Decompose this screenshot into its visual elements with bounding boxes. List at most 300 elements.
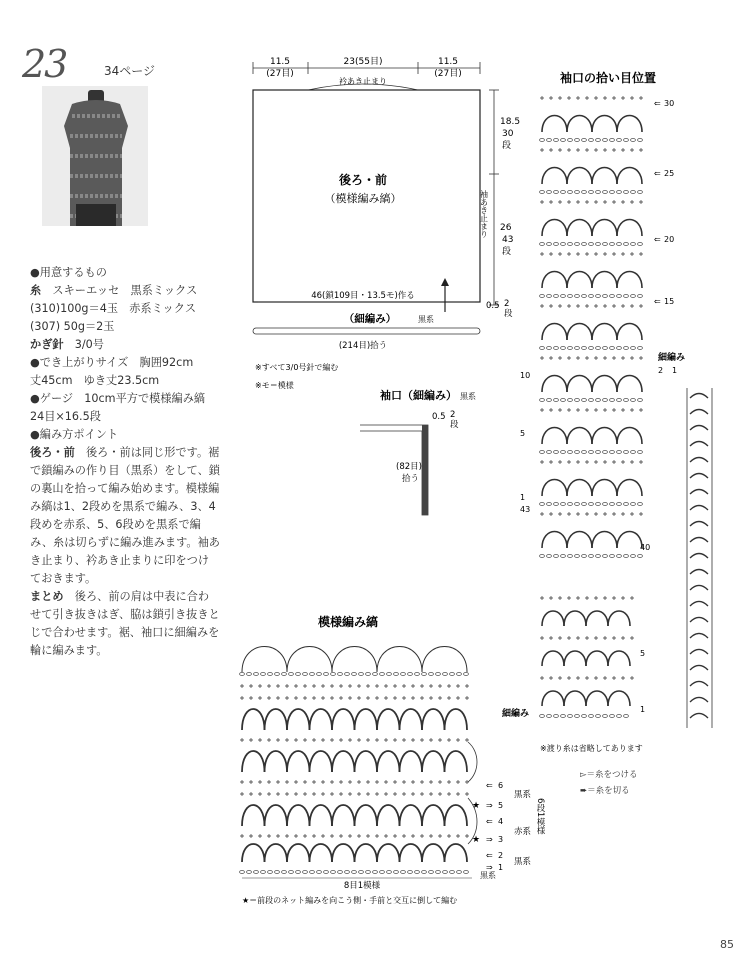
sc-stitch-mark bbox=[540, 200, 544, 204]
chain-stitch-mark bbox=[303, 871, 308, 874]
row-2: 2 bbox=[498, 851, 504, 860]
sc-stitch-mark bbox=[312, 780, 316, 784]
net-arch-mark bbox=[332, 647, 377, 673]
sc-stitch-mark bbox=[594, 408, 598, 412]
row-num-1: 1 bbox=[520, 493, 526, 502]
chain-stitch-mark bbox=[638, 347, 643, 350]
chain-stitch-mark bbox=[338, 871, 343, 874]
sc-stitch-mark bbox=[294, 834, 298, 838]
side-top-dim: 18.5 bbox=[500, 117, 521, 127]
sc-stitch-mark bbox=[438, 792, 442, 796]
sc-stitch-mark bbox=[294, 792, 298, 796]
net-arch-mark bbox=[422, 844, 445, 862]
sc-stitch-mark bbox=[621, 304, 625, 308]
chain-stitch-mark bbox=[617, 715, 622, 718]
sc-stitch-mark bbox=[411, 780, 415, 784]
sc-stitch-mark bbox=[411, 834, 415, 838]
cuff-sc-stitch bbox=[690, 714, 708, 719]
sc-stitch-mark bbox=[567, 304, 571, 308]
row-num-5b: 5 bbox=[640, 649, 646, 658]
chain-stitch-mark bbox=[568, 399, 573, 402]
chain-stitch-mark bbox=[547, 503, 552, 506]
sc-stitch-mark bbox=[393, 792, 397, 796]
sc-stitch-mark bbox=[558, 148, 562, 152]
cuff-pickup2: 拾う bbox=[402, 474, 420, 484]
chain-stitch-mark bbox=[247, 673, 252, 676]
sc-stitch-mark bbox=[630, 200, 634, 204]
sc-stitch-mark bbox=[384, 780, 388, 784]
chain-stitch-mark bbox=[589, 347, 594, 350]
sc-stitch-mark bbox=[312, 696, 316, 700]
sc-stitch-mark bbox=[249, 696, 253, 700]
cuff-sc-column bbox=[687, 388, 712, 728]
chain-stitch-mark bbox=[457, 871, 462, 874]
sc-stitch-mark bbox=[447, 834, 451, 838]
side-bottom-rows: 43 bbox=[502, 235, 514, 245]
net-arch-mark bbox=[542, 532, 567, 549]
sc-stitch-mark bbox=[630, 356, 634, 360]
sc-stitch-mark bbox=[240, 696, 244, 700]
sc-stitch-mark bbox=[576, 596, 580, 600]
chain-stitch-mark bbox=[247, 871, 252, 874]
net-arch-mark bbox=[592, 376, 617, 393]
sc-stitch-mark bbox=[393, 780, 397, 784]
chain-stitch-mark bbox=[638, 191, 643, 194]
chain-stitch-mark bbox=[631, 295, 636, 298]
row-num-1b: 1 bbox=[640, 705, 646, 714]
chain-stitch-mark bbox=[547, 139, 552, 142]
sc-stitch-mark bbox=[576, 408, 580, 412]
sc-stitch-mark bbox=[357, 738, 361, 742]
chain-stitch-mark bbox=[582, 555, 587, 558]
net-arch-mark bbox=[332, 844, 355, 862]
net-arch-mark bbox=[310, 805, 333, 826]
sc-stitch-mark bbox=[249, 792, 253, 796]
sc-stitch-mark bbox=[549, 252, 553, 256]
sc-stitch-mark bbox=[567, 512, 571, 516]
sc-stitch-mark bbox=[330, 738, 334, 742]
cuff-chart-note: ※渡り糸は省略してあります bbox=[540, 744, 643, 753]
sc-row-2: 2 bbox=[658, 366, 664, 375]
pattern-chart-title: 模様編み縞 bbox=[318, 615, 379, 629]
chain-stitch-mark bbox=[561, 715, 566, 718]
sc-stitch-mark bbox=[240, 834, 244, 838]
chain-stitch-mark bbox=[596, 347, 601, 350]
net-arch-mark bbox=[617, 376, 642, 393]
sc-stitch-mark bbox=[630, 252, 634, 256]
sc-stitch-mark bbox=[330, 684, 334, 688]
chain-stitch-mark bbox=[638, 295, 643, 298]
sc-stitch-mark bbox=[429, 792, 433, 796]
sc-stitch-mark bbox=[294, 684, 298, 688]
sc-stitch-mark bbox=[402, 780, 406, 784]
cuff-rows-unit: 段 bbox=[450, 420, 459, 430]
chain-stitch-mark bbox=[366, 673, 371, 676]
sc-stitch-mark bbox=[639, 460, 643, 464]
cuff-sc-stitch bbox=[690, 586, 708, 591]
sc-stitch-mark bbox=[603, 96, 607, 100]
net-arch-mark bbox=[564, 611, 586, 626]
sc-stitch-mark bbox=[447, 792, 451, 796]
sc-stitch-mark bbox=[594, 676, 598, 680]
net-arch-mark bbox=[310, 751, 333, 772]
sc-stitch-mark bbox=[567, 676, 571, 680]
sc-stitch-mark bbox=[465, 792, 469, 796]
cuff-sc-stitch bbox=[690, 682, 708, 687]
sc-stitch-mark bbox=[240, 780, 244, 784]
sc-stitch-mark bbox=[465, 684, 469, 688]
sc-stitch-mark bbox=[348, 792, 352, 796]
chain-stitch-mark bbox=[603, 139, 608, 142]
chain-stitch-mark bbox=[582, 715, 587, 718]
sc-stitch-mark bbox=[276, 696, 280, 700]
sc-stitch-mark bbox=[603, 408, 607, 412]
net-arch-mark bbox=[542, 376, 567, 393]
row-marker-6: ⇐ bbox=[486, 781, 493, 790]
sc-stitch-mark bbox=[630, 512, 634, 516]
chain-stitch-mark bbox=[568, 191, 573, 194]
sc-stitch-mark bbox=[612, 460, 616, 464]
net-arch-mark bbox=[287, 751, 310, 772]
sc-stitch-mark bbox=[585, 676, 589, 680]
sc-stitch-mark bbox=[429, 738, 433, 742]
sc-stitch-mark bbox=[321, 684, 325, 688]
chain-stitch-mark bbox=[540, 139, 545, 142]
sc-stitch-mark bbox=[429, 696, 433, 700]
sc-stitch-mark bbox=[612, 304, 616, 308]
sc-stitch-mark bbox=[312, 834, 316, 838]
sc-stitch-mark bbox=[276, 792, 280, 796]
sc-stitch-mark bbox=[330, 696, 334, 700]
repeat-width: 8目1模様 bbox=[343, 881, 381, 891]
chain-stitch-mark bbox=[303, 673, 308, 676]
top-right-sts: (27目) bbox=[434, 69, 462, 79]
net-arch-mark bbox=[592, 324, 617, 341]
net-arch-mark bbox=[287, 844, 310, 862]
net-arch-mark bbox=[617, 272, 642, 289]
cuff-color: 黒系 bbox=[460, 392, 476, 401]
chain-stitch-mark bbox=[603, 451, 608, 454]
sc-stitch-mark bbox=[312, 738, 316, 742]
sc-stitch-mark bbox=[249, 738, 253, 742]
sc-stitch-mark bbox=[558, 596, 562, 600]
chain-stitch-mark bbox=[345, 871, 350, 874]
net-arch-mark bbox=[445, 709, 468, 730]
net-arch-mark bbox=[265, 751, 288, 772]
sc-stitch-mark bbox=[621, 252, 625, 256]
net-arch-mark bbox=[377, 751, 400, 772]
sc-stitch-mark bbox=[612, 356, 616, 360]
net-arch-mark bbox=[542, 168, 567, 185]
body-sublabel: （模様編み縞） bbox=[324, 192, 402, 205]
sc-stitch-mark bbox=[420, 684, 424, 688]
chain-stitch-mark bbox=[589, 399, 594, 402]
chain-stitch-mark bbox=[638, 139, 643, 142]
sc-stitch-mark bbox=[558, 252, 562, 256]
sc-stitch-mark bbox=[639, 356, 643, 360]
chain-stitch-mark bbox=[547, 451, 552, 454]
sc-stitch-mark bbox=[465, 834, 469, 838]
chain-stitch-mark bbox=[596, 399, 601, 402]
sc-stitch-mark bbox=[267, 684, 271, 688]
sc-stitch-mark bbox=[603, 636, 607, 640]
net-arch-mark bbox=[332, 805, 355, 826]
net-arch-mark bbox=[400, 805, 423, 826]
chain-stitch-mark bbox=[575, 139, 580, 142]
chain-stitch-mark bbox=[582, 451, 587, 454]
svg-text:⇐: ⇐ bbox=[486, 817, 493, 826]
pattern-number: 23 bbox=[22, 42, 67, 86]
cuff-sc-stitch bbox=[690, 474, 708, 479]
chain-stitch-mark bbox=[617, 503, 622, 506]
sc-stitch-mark bbox=[438, 684, 442, 688]
hem-pickup: (214目)拾う bbox=[338, 341, 388, 351]
top-right-dim: 11.5 bbox=[437, 57, 459, 67]
chain-stitch-mark bbox=[387, 871, 392, 874]
row-6: 6 bbox=[498, 781, 504, 790]
sc-stitch-mark bbox=[585, 636, 589, 640]
sc-stitch-mark bbox=[357, 684, 361, 688]
sc-stitch-mark bbox=[603, 200, 607, 204]
chain-stitch-mark bbox=[561, 399, 566, 402]
sc-stitch-mark bbox=[285, 780, 289, 784]
sc-stitch-mark bbox=[420, 696, 424, 700]
chain-stitch-mark bbox=[617, 243, 622, 246]
chain-stitch-mark bbox=[443, 673, 448, 676]
sc-stitch-mark bbox=[612, 96, 616, 100]
size-title: ●でき上がりサイズ 胸囲92cm bbox=[30, 356, 194, 369]
net-arch-mark bbox=[617, 532, 642, 549]
chain-stitch-mark bbox=[547, 191, 552, 194]
chain-stitch-mark bbox=[540, 295, 545, 298]
sc-stitch-mark bbox=[258, 780, 262, 784]
sc-stitch-mark bbox=[585, 408, 589, 412]
chain-stitch-mark bbox=[603, 555, 608, 558]
net-arch-mark bbox=[592, 272, 617, 289]
sc-stitch-mark bbox=[339, 684, 343, 688]
sc-stitch-mark bbox=[630, 676, 634, 680]
sc-stitch-mark bbox=[303, 696, 307, 700]
sc-stitch-mark bbox=[375, 696, 379, 700]
chain-stitch-mark bbox=[631, 555, 636, 558]
chain-stitch-mark bbox=[394, 871, 399, 874]
sc-stitch-mark bbox=[447, 738, 451, 742]
sc-stitch-mark bbox=[339, 792, 343, 796]
sc-stitch-mark bbox=[639, 148, 643, 152]
chain-stitch-mark bbox=[603, 243, 608, 246]
sc-stitch-mark bbox=[438, 696, 442, 700]
net-arch-mark bbox=[422, 647, 467, 673]
note-hook: ※すべて3/0号針で編む bbox=[255, 363, 339, 372]
sc-stitch-mark bbox=[285, 684, 289, 688]
sc-stitch-mark bbox=[240, 738, 244, 742]
net-arch-mark bbox=[400, 751, 423, 772]
chain-stitch-mark bbox=[610, 347, 615, 350]
chain-stitch-mark bbox=[610, 555, 615, 558]
hem-height: 0.5 bbox=[486, 301, 500, 311]
chain-stitch-mark bbox=[282, 673, 287, 676]
sc-stitch-mark bbox=[357, 834, 361, 838]
row-1: 1 bbox=[498, 863, 504, 872]
hook-label: かぎ針 bbox=[30, 338, 64, 351]
sc-stitch-mark bbox=[303, 792, 307, 796]
sc-stitch-mark bbox=[456, 780, 460, 784]
chain-stitch-mark bbox=[317, 673, 322, 676]
chain-stitch-mark bbox=[568, 503, 573, 506]
color-black-bottom: 黒系 bbox=[514, 857, 532, 867]
cuff-schematic bbox=[340, 385, 500, 525]
chain-stitch-mark bbox=[317, 871, 322, 874]
chain-stitch-mark bbox=[422, 871, 427, 874]
neck-mark: 衿あき止まり bbox=[339, 77, 387, 86]
cuff-sc-stitch bbox=[690, 394, 708, 399]
svg-text:★: ★ bbox=[472, 835, 481, 845]
sc-stitch-mark bbox=[549, 676, 553, 680]
chain-stitch-mark bbox=[540, 451, 545, 454]
chain-stitch-mark bbox=[282, 871, 287, 874]
net-arch-mark bbox=[567, 220, 592, 237]
chain-stitch-mark bbox=[408, 871, 413, 874]
note-mo: ※モ＝模様 bbox=[255, 381, 294, 390]
svg-text:⇒: ⇒ bbox=[486, 863, 493, 872]
chain-stitch-mark bbox=[547, 347, 552, 350]
sc-stitch-mark bbox=[594, 460, 598, 464]
sc-stitch-mark bbox=[594, 512, 598, 516]
sc-stitch-mark bbox=[420, 738, 424, 742]
points-title: ●編み方ポイント bbox=[30, 428, 119, 441]
chain-stitch-mark bbox=[450, 871, 455, 874]
sc-stitch-mark bbox=[321, 696, 325, 700]
color-red: 赤系 bbox=[514, 827, 532, 837]
net-arch-mark bbox=[567, 480, 592, 497]
net-arch-mark bbox=[567, 376, 592, 393]
body-schematic bbox=[240, 50, 520, 395]
sc-stitch-mark bbox=[540, 148, 544, 152]
sc-stitch-mark bbox=[594, 96, 598, 100]
hem-unit: 段 bbox=[504, 309, 513, 319]
chain-stitch-mark bbox=[554, 191, 559, 194]
net-arch-mark bbox=[567, 532, 592, 549]
chain-stitch-mark bbox=[568, 139, 573, 142]
sc-stitch-mark bbox=[276, 780, 280, 784]
sc-stitch-mark bbox=[357, 780, 361, 784]
row-num-25: 25 bbox=[664, 169, 675, 178]
garment-photo bbox=[42, 86, 148, 226]
chain-stitch-mark bbox=[310, 673, 315, 676]
chain-stitch-mark bbox=[568, 451, 573, 454]
sc-stitch-mark bbox=[276, 738, 280, 742]
sc-stitch-mark bbox=[603, 356, 607, 360]
sc-stitch-mark bbox=[267, 834, 271, 838]
sc-stitch-mark bbox=[603, 512, 607, 516]
cuff-title: 袖口（細編み） bbox=[380, 389, 457, 402]
net-arch-mark bbox=[242, 844, 265, 862]
net-arch-mark bbox=[422, 709, 445, 730]
sc-stitch-mark bbox=[576, 148, 580, 152]
sc-stitch-mark bbox=[384, 684, 388, 688]
net-arch-mark bbox=[377, 844, 400, 862]
sc-stitch-mark bbox=[630, 304, 634, 308]
instructions-block bbox=[30, 264, 220, 660]
net-arch-mark bbox=[310, 709, 333, 730]
chain-stitch-mark bbox=[624, 399, 629, 402]
body-label: 後ろ・前 bbox=[338, 173, 388, 187]
sc-stitch-mark bbox=[549, 304, 553, 308]
sc-stitch-mark bbox=[249, 834, 253, 838]
cuff-chart-title: 袖口の拾い目位置 bbox=[560, 71, 657, 85]
net-arch-mark bbox=[542, 480, 567, 497]
chain-stitch-mark bbox=[310, 871, 315, 874]
chain-stitch-mark bbox=[596, 139, 601, 142]
chain-stitch-mark bbox=[638, 399, 643, 402]
svg-text:⇐: ⇐ bbox=[486, 851, 493, 860]
sc-stitch-mark bbox=[549, 148, 553, 152]
chain-stitch-mark bbox=[352, 673, 357, 676]
sc-stitch-mark bbox=[567, 200, 571, 204]
chain-stitch-mark bbox=[624, 503, 629, 506]
net-arch-mark bbox=[567, 272, 592, 289]
sc-stitch-mark bbox=[276, 834, 280, 838]
page-number: 85 bbox=[720, 938, 734, 951]
sc-stitch-mark bbox=[240, 792, 244, 796]
net-arch-mark bbox=[265, 844, 288, 862]
chain-stitch-mark bbox=[561, 139, 566, 142]
chain-stitch-mark bbox=[638, 503, 643, 506]
sc-stitch-mark bbox=[567, 356, 571, 360]
chain-stitch-mark bbox=[610, 139, 615, 142]
chain-stitch-mark bbox=[617, 399, 622, 402]
sc-stitch-mark bbox=[612, 512, 616, 516]
sc-stitch-mark bbox=[447, 684, 451, 688]
chain-stitch-mark bbox=[582, 295, 587, 298]
chain-stitch-mark bbox=[589, 503, 594, 506]
chain-stitch-mark bbox=[268, 871, 273, 874]
row-num-5: 5 bbox=[520, 429, 526, 438]
chain-stitch-mark bbox=[561, 451, 566, 454]
sc-stitch-mark bbox=[258, 834, 262, 838]
net-arch-mark bbox=[586, 611, 608, 626]
sc-stitch-mark bbox=[303, 780, 307, 784]
materials-title: ●用意するもの bbox=[30, 266, 107, 279]
chain-stitch-mark bbox=[394, 673, 399, 676]
chain-stitch-mark bbox=[547, 399, 552, 402]
cuff-sc-stitch bbox=[690, 490, 708, 495]
chain-stitch-mark bbox=[582, 347, 587, 350]
sc-stitch-mark bbox=[384, 696, 388, 700]
sc-stitch-mark bbox=[429, 684, 433, 688]
cuff-sc-stitch bbox=[690, 522, 708, 527]
chain-stitch-mark bbox=[554, 451, 559, 454]
cuff-sc-stitch bbox=[690, 506, 708, 511]
sc-stitch-mark bbox=[558, 676, 562, 680]
chain-stitch-mark bbox=[568, 347, 573, 350]
sc-stitch-mark bbox=[540, 596, 544, 600]
net-arch-mark bbox=[586, 651, 608, 666]
cuff-height: 0.5 bbox=[432, 412, 446, 422]
chain-stitch-mark bbox=[415, 673, 420, 676]
sc-stitch-mark bbox=[576, 304, 580, 308]
sc-stitch-mark bbox=[621, 200, 625, 204]
chain-stitch-mark bbox=[324, 871, 329, 874]
chain-stitch-mark bbox=[603, 399, 608, 402]
sc-stitch-mark bbox=[576, 252, 580, 256]
sc-stitch-mark bbox=[321, 738, 325, 742]
sc-stitch-mark bbox=[438, 834, 442, 838]
chain-stitch-mark bbox=[589, 555, 594, 558]
sc-stitch-mark bbox=[339, 738, 343, 742]
net-arch-mark bbox=[287, 805, 310, 826]
chain-stitch-mark bbox=[631, 451, 636, 454]
